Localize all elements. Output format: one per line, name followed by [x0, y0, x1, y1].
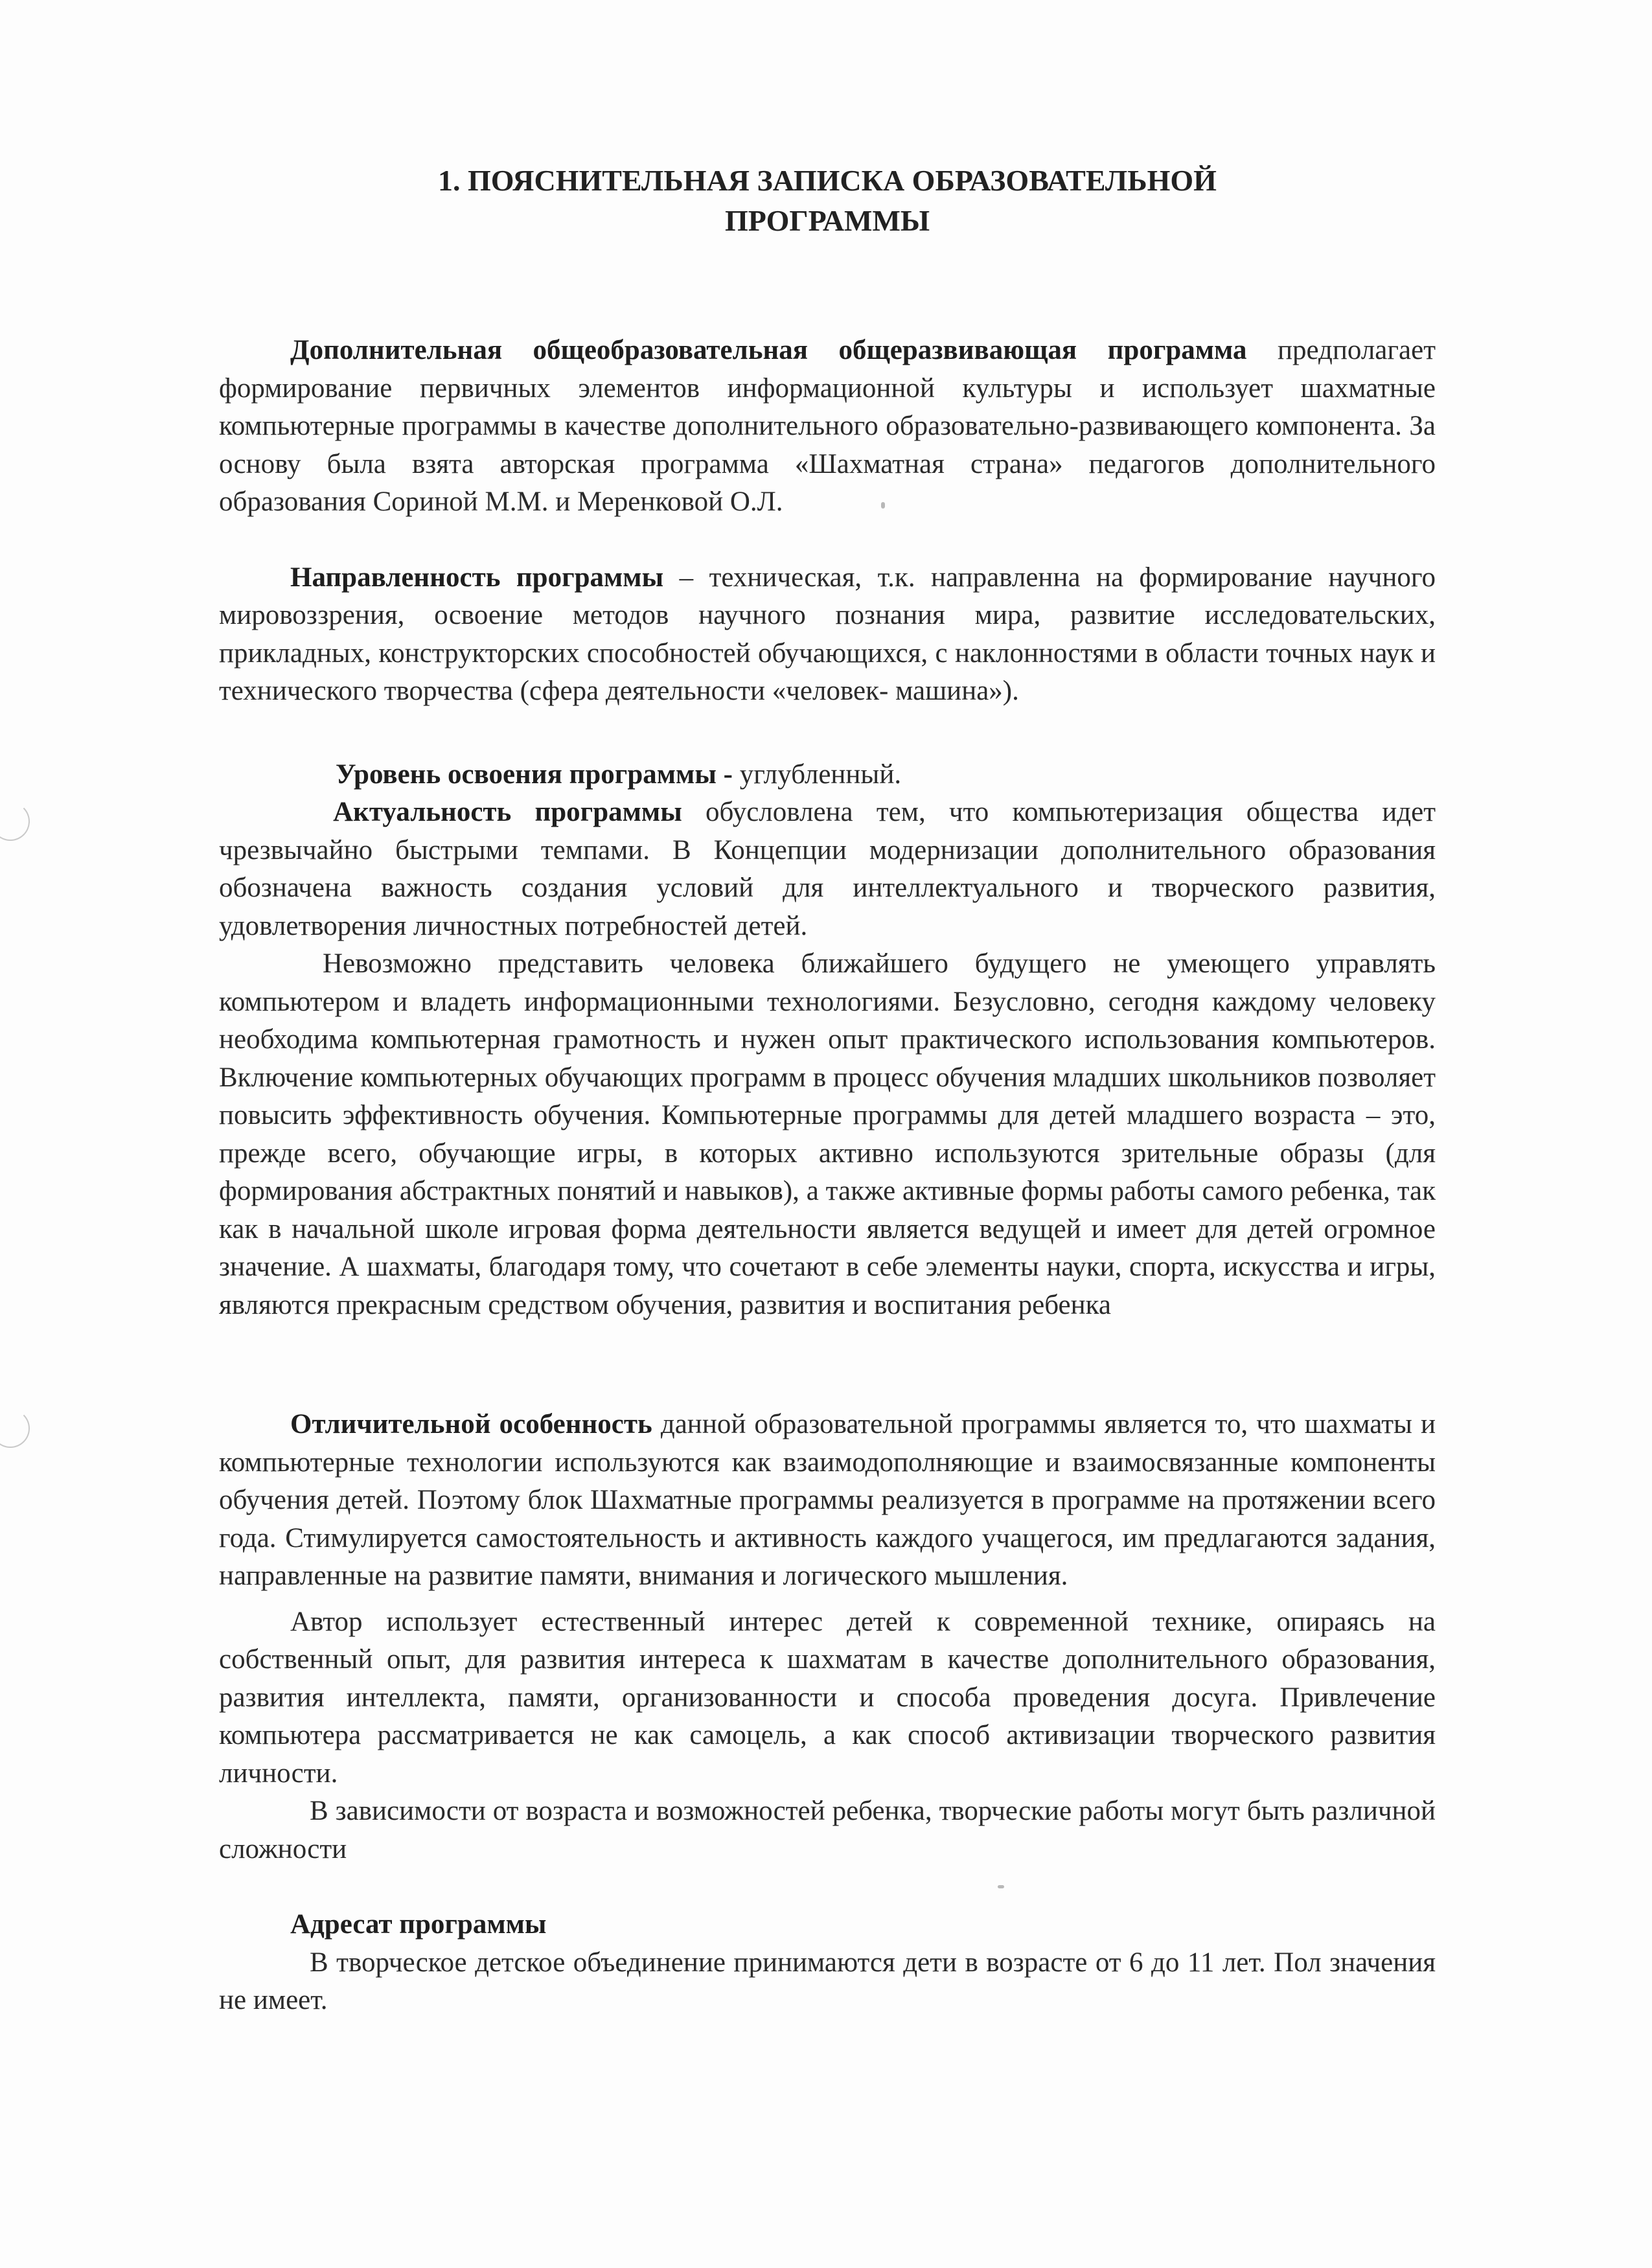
punch-hole-mark-bottom	[0, 1409, 30, 1448]
paragraph-distinctive-feature	[219, 1406, 1436, 1596]
punch-hole-mark-top	[0, 802, 30, 841]
paragraph-computer-literacy: Невозможно представить человека ближайшего будущего не умеющего управлять компьютером и владеть информационными технологиями. Безусловно, сегодня каждому человеку необходима компьютерная грамотность и нужен опыт практического использования компьютеров. Включение компьютерных обучающих программ в процесс обучения младших школьников позволяет повысить эффективность обучения. Компьютерные программы для детей младшего возраста – это, прежде всего, обучающие игры, в которых активно используются зрительные образы (для формирования абстрактных понятий и навыков), а также активные формы работы самого ребенка, так как в начальной школе игровая форма деятельности является ведущей и имеет для детей огромное значение. А шахматы, благодаря тому, что сочетают в себе элементы науки, спорта, искусства и игры, являются прекрасным средством обучения, развития и воспитания ребенка	[219, 948, 1436, 1320]
document-body	[219, 161, 1436, 2020]
paragraph-author-approach: Автор использует естественный интерес детей к современной технике, опираясь на собственный опыт, для развития интереса к шахматам в качестве дополнительного образования, развития интеллекта, памяти, организованности и способа проведения досуга. Привлечение компьютера рассматривается не как самоцель, а как способ активизации творческого развития личности.	[219, 1606, 1436, 1789]
document-title	[219, 161, 1436, 241]
paragraph-direction	[219, 559, 1436, 711]
paragraph-text: данной образовательной программы является то, что шахматы и компьютерные технологии используются как взаимодополняющие и взаимосвязанные компоненты обучения детей. Поэтому блок Шахматные программы реализуется в программе на протяжении всего года. Стимулируется самостоятельность и активность каждого учащегося, им предлагаются задания, направленные на развитие памяти, внимания и логического мышления.	[219, 1409, 1436, 1591]
bold-term: Уровень освоения программы -	[336, 759, 733, 790]
paragraph-program-description	[219, 332, 1436, 521]
bold-term: Актуальность программы	[333, 797, 682, 827]
bold-term: Направленность программы	[290, 562, 664, 593]
bold-heading: Адресат программы	[290, 1909, 547, 1940]
title-line-1: 1. ПОЯСНИТЕЛЬНАЯ ЗАПИСКА ОБРАЗОВАТЕЛЬНОЙ	[438, 164, 1217, 197]
paragraph-text: предполагает формирование первичных элементов информационной культуры и использует шахматные компьютерные программы в качестве дополнительного образовательно-развивающего компонента. За основу была взята авторская программа «Шахматная страна» педагогов дополнительного образования Сориной М.М. и Меренковой О.Л.	[219, 335, 1436, 517]
paragraph-text: – техническая, т.к. направленна на формирование научного мировоззрения, освоение методов научного познания мира, развитие исследовательских, прикладных, конструкторских способностей обучающихся, с наклонностями в области точных наук и технического творчества (сфера деятельности «человек- машина»).	[219, 562, 1436, 706]
paragraph-relevance	[219, 794, 1436, 945]
paragraph-text: обусловлена тем, что компьютеризация общества идет чрезвычайно быстрыми темпами. В Концепции модернизации дополнительного образования обозначена важность создания условий для интеллектуального и творческого развития, удовлетворения личностных потребностей детей.	[219, 797, 1436, 941]
section-heading-addressee	[219, 1906, 1436, 1944]
paragraph-addressee: В творческое детское объединение принимаются дети в возрасте от 6 до 11 лет. Пол значения не имеет.	[219, 1947, 1436, 2015]
bold-term: Отличительной особенность	[290, 1409, 652, 1439]
paragraph-level	[219, 756, 1436, 794]
paragraph-text: углубленный.	[732, 759, 902, 790]
title-line-2: ПРОГРАММЫ	[724, 204, 930, 237]
bold-term: Дополнительная общеобразовательная общеразвивающая программа	[290, 335, 1247, 365]
paragraph-complexity: В зависимости от возраста и возможностей ребенка, творческие работы могут быть различной сложности	[219, 1796, 1436, 1864]
